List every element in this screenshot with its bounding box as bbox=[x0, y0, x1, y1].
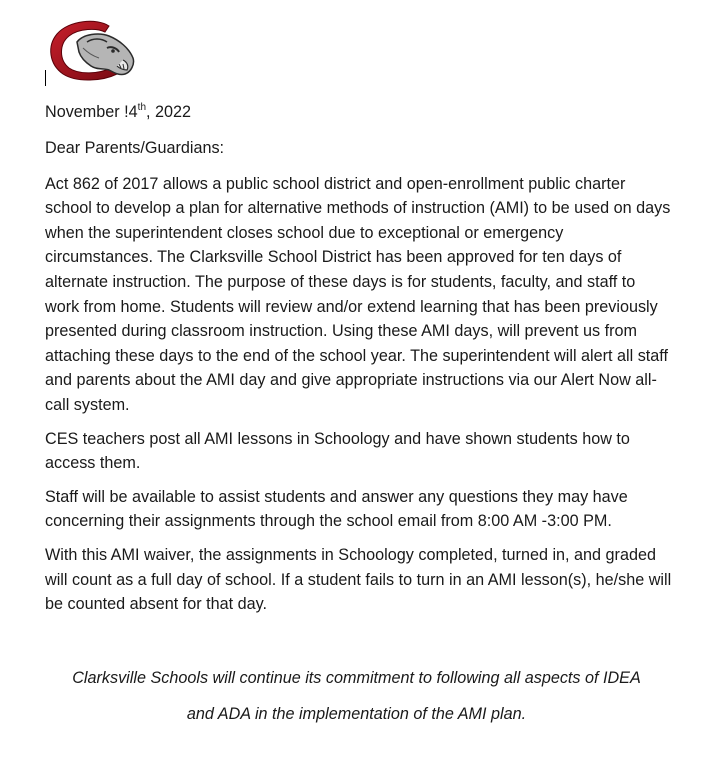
date-ordinal-suffix: th bbox=[137, 101, 147, 113]
closing-statement bbox=[0, 660, 713, 732]
paragraph-ami-waiver: With this AMI waiver, the assignments in Schoology completed, turned in, and graded will count as a full day of school. If a student fails to turn in an AMI lesson(s), he/she will be counted absent for that day. bbox=[45, 545, 672, 614]
letter-body bbox=[45, 100, 673, 626]
date-year: , 2022 bbox=[146, 103, 192, 121]
letter-date bbox=[45, 100, 673, 124]
paragraph-schoology-lessons: CES teachers post all AMI lessons in Schoology and have shown students how to access them. bbox=[45, 429, 630, 473]
paragraph-staff-availability: Staff will be available to assist students and answer any questions they may have concerning their assignments through the school email from 8:00 AM -3:00 PM. bbox=[45, 487, 628, 531]
closing-line: and ADA in the implementation of the AMI plan. bbox=[186, 705, 527, 723]
closing-line: Clarksville Schools will continue its commitment to following all aspects of IDEA bbox=[72, 669, 641, 687]
salutation: Dear Parents/Guardians: bbox=[45, 139, 225, 157]
clarksville-logo-icon bbox=[47, 18, 139, 82]
text-cursor bbox=[45, 70, 46, 86]
date-month-day: November !4 bbox=[45, 103, 138, 121]
paragraph-ami-act: Act 862 of 2017 allows a public school district and open-enrollment public charter school to develop a plan for alternative methods of instruction (AMI) to be used on days when the superintendent closes school due to exceptional or emergency circumstances. The Clarksville School District has been approved for ten days of alternate instruction. The purpose of these days is for students, faculty, and staff to work from home. Students will review and/or extend learning that has been previously presented during classroom instruction. Using these AMI days, will prevent us from attaching these days to the end of the school year. The superintendent will alert all staff and parents about the AMI day and give appropriate instructions via our Alert Now all-call system. bbox=[45, 174, 671, 414]
